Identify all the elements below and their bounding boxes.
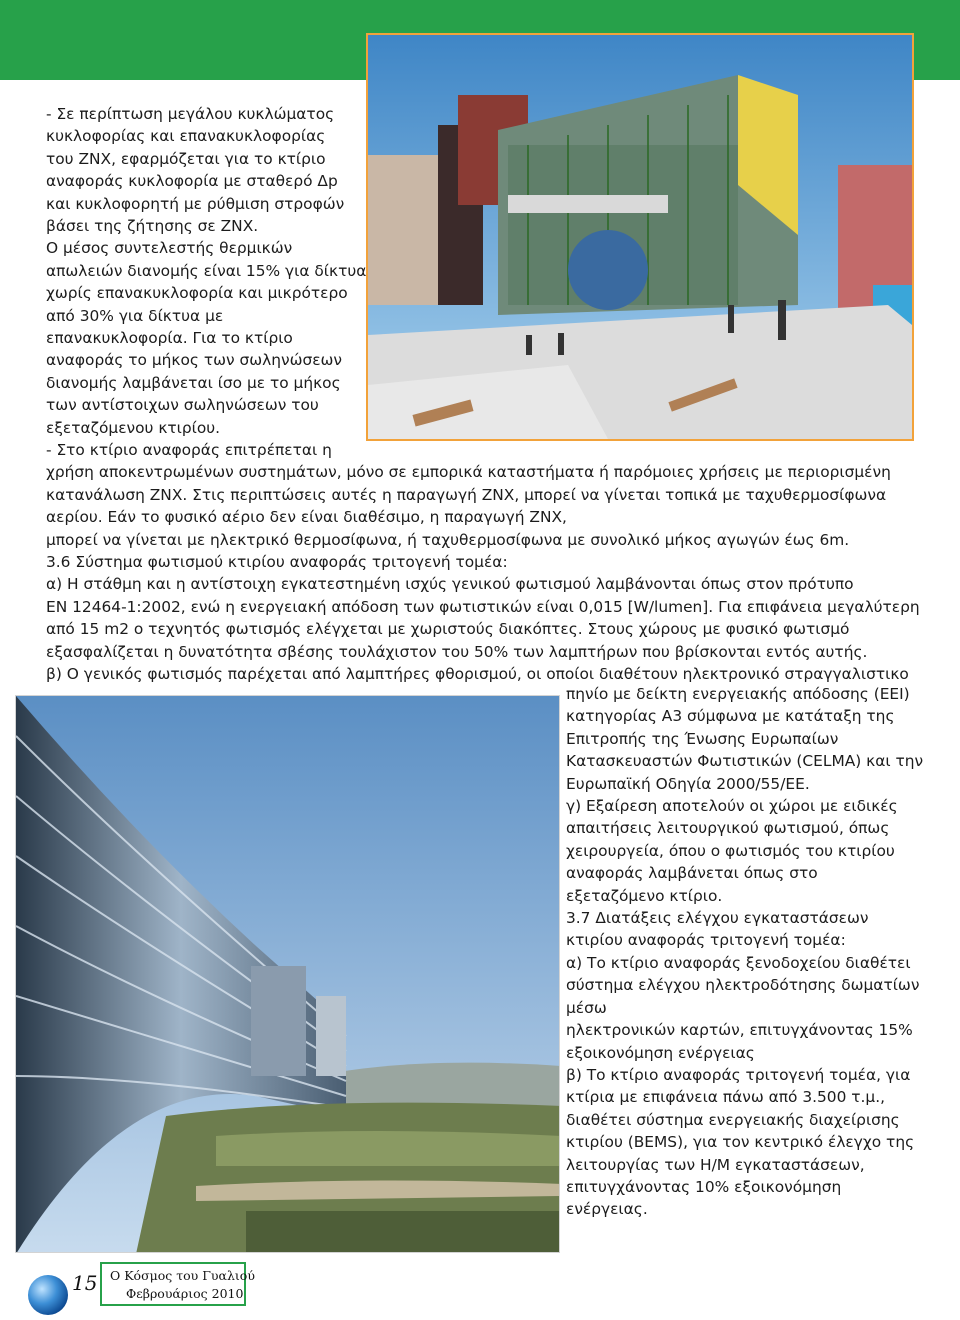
text-line: χωρίς επανακυκλοφορία και μικρότερο xyxy=(46,284,348,303)
text-line: Κατασκευαστών Φωτιστικών (CELMA) και την xyxy=(566,752,924,771)
text-line: βάσει της ζήτησης σε ΖΝΧ. xyxy=(46,217,259,236)
text-line: ενέργειας. xyxy=(566,1200,648,1219)
text-line: μπορεί να γίνεται με ηλεκτρικό θερμοσίφωνα, ή ταχυθερμοσίφωνα με συνολικό μήκος αγωγών έως 6m. xyxy=(46,530,850,549)
text-line: β) Ο γενικός φωτισμός παρέχεται από λαμπτήρες φθορισμού, οι οποίοι διαθέτουν ηλεκτρονικό στραγγαλιστικο xyxy=(46,665,909,684)
building-photo-curved-glass xyxy=(15,695,560,1253)
text-line: από 15 m2 ο τεχνητός φωτισμός ελέγχεται με χωριστούς διακόπτες. Στους χώρους με φυσικό φωτισμό xyxy=(46,620,850,639)
page-number: 15 xyxy=(72,1271,98,1295)
text-line: εξεταζόμενο κτίριο. xyxy=(566,886,723,905)
text-line: - Σε περίπτωση μεγάλου κυκλώματος xyxy=(46,105,335,123)
text-line: εξοικονόμηση ενέργειας xyxy=(566,1043,755,1062)
text-line: επιτυγχάνοντας 10% εξοικονόμηση xyxy=(566,1177,842,1196)
left-column-text xyxy=(46,103,367,439)
text-line: α) Η στάθμη και η αντίστοιχη εγκατεστημένη ισχύς γενικού φωτισμού λαμβάνονται όπως στον πρότυπο xyxy=(46,575,854,594)
page-footer xyxy=(28,1261,255,1311)
right-column-text xyxy=(566,683,924,1221)
text-line: κτιρίου (BEMS), για τον κεντρικό έλεγχο της xyxy=(566,1133,915,1152)
text-line: του ΖΝΧ, εφαρμόζεται για το κτίριο xyxy=(46,149,326,168)
text-line: αναφοράς κυκλοφορία με σταθερό Δp xyxy=(46,172,338,191)
text-line: ηλεκτρονικών καρτών, επιτυγχάνοντας 15% xyxy=(566,1021,913,1040)
text-line: ΕΝ 12464-1:2002, ενώ η ενεργειακή απόδοση των φωτιστικών είναι 0,015 [W/lumen]. Για επιφάνεια μεγαλύτερη xyxy=(46,597,920,616)
text-line: κυκλοφορίας και επανακυκλοφορίας xyxy=(46,127,326,146)
text-line: πηνίο με δείκτη ενεργειακής απόδοσης (EEI) xyxy=(566,685,910,703)
section-heading-3-7: 3.7 Διατάξεις ελέγχου εγκαταστάσεων xyxy=(566,909,869,928)
text-line: Ευρωπαϊκή Οδηγία 2000/55/ΕΕ. xyxy=(566,774,810,793)
text-line: από 30% για δίκτυα με xyxy=(46,306,224,325)
full-width-text xyxy=(46,439,941,685)
section-heading-3-6: 3.6 Σύστημα φωτισμού κτιρίου αναφοράς τριτογενή τομέα: xyxy=(46,553,508,572)
text-line: σύστημα ελέγχου ηλεκτροδότησης δωματίων xyxy=(566,976,920,995)
globe-icon xyxy=(28,1275,68,1315)
text-line: λειτουργίας των Η/Μ εγκαταστάσεων, xyxy=(566,1155,865,1174)
text-line: Επιτροπής της Ένωσης Ευρωπαίων xyxy=(566,729,839,748)
text-line: αναφοράς το μήκος των σωληνώσεων xyxy=(46,351,343,370)
text-line: και κυκλοφορητή με ρύθμιση στροφών xyxy=(46,194,345,213)
text-line: Ο μέσος συντελεστής θερμικών xyxy=(46,239,293,258)
magazine-title: Ο Κόσμος του Γυαλιού xyxy=(110,1268,255,1283)
issue-date: Φεβρουάριος 2010 xyxy=(126,1286,244,1301)
text-line: χρήση αποκεντρωμένων συστημάτων, μόνο σε εμπορικά καταστήματα ή παρόμοιες χρήσεις με περιορισμένη xyxy=(46,463,891,482)
text-line: κατανάλωση ΖΝΧ. Στις περιπτώσεις αυτές η παραγωγή ΖΝΧ, μπορεί να γίνεται τοπικά με ταχυθερμοσίφωνα xyxy=(46,485,887,504)
text-line: διαθέτει σύστημα ενεργειακής διαχείρισης xyxy=(566,1110,900,1129)
text-line: κτιρίου αναφοράς τριτογενή τομέα: xyxy=(566,931,846,950)
text-line: απωλειών διανομής είναι 15% για δίκτυα xyxy=(46,261,367,280)
text-line: εξασφαλίζεται η δυνατότητα σβέσης τουλάχιστον του 50% των λαμπτήρων που βρίσκονται εντός αυτής. xyxy=(46,642,868,661)
text-line: γ) Εξαίρεση αποτελούν οι χώροι με ειδικές xyxy=(566,797,898,816)
magazine-info-box xyxy=(100,1262,255,1306)
text-line: κτίρια με επιφάνεια πάνω από 3.500 τ.μ., xyxy=(566,1088,886,1107)
text-line: - Στο κτίριο αναφοράς επιτρέπεται η xyxy=(46,441,332,459)
text-line: αναφοράς λαμβάνεται όπως στο xyxy=(566,864,818,883)
text-line: αερίου. Εάν το φυσικό αέριο δεν είναι διαθέσιμο, η παραγωγή ΖΝΧ, xyxy=(46,508,567,527)
text-line: χειρουργεία, όπου ο φωτισμός του κτιρίου xyxy=(566,841,895,860)
text-line: κατηγορίας Α3 σύμφωνα με κατάταξη της xyxy=(566,707,895,726)
text-line: μέσω xyxy=(566,998,607,1017)
text-line: των αντίστοιχων σωληνώσεων του xyxy=(46,396,319,415)
text-line: απαιτήσεις λειτουργικού φωτισμού, όπως xyxy=(566,819,890,838)
text-line: εξεταζόμενου κτιρίου. xyxy=(46,418,221,437)
text-line: διανομής λαμβάνεται ίσο με το μήκος xyxy=(46,373,341,392)
text-line: β) Το κτίριο αναφοράς τριτογενή τομέα, για xyxy=(566,1065,911,1084)
text-line: επανακυκλοφορία. Για το κτίριο xyxy=(46,329,293,348)
text-line: α) Το κτίριο αναφοράς ξενοδοχείου διαθέτει xyxy=(566,953,911,972)
building-photo-green-facade xyxy=(366,33,914,441)
